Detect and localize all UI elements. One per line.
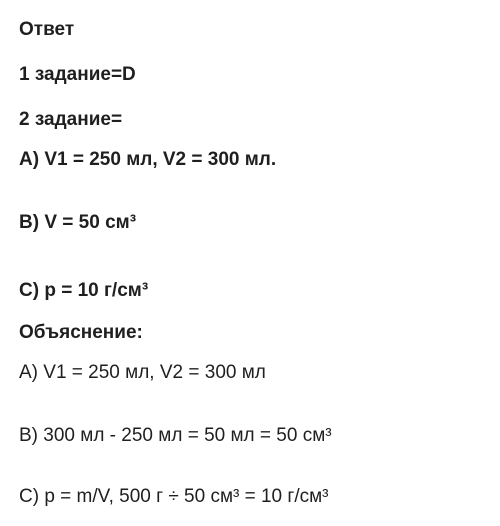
task1-answer: 1 задание=D (19, 64, 136, 85)
explanation-b: B) 300 мл - 250 мл = 50 мл = 50 см³ (19, 425, 332, 446)
task2-answer-a: A) V1 = 250 мл, V2 = 300 мл. (19, 149, 277, 170)
task2-answer-b: B) V = 50 см³ (19, 212, 137, 233)
task2-heading: 2 задание= (19, 109, 123, 130)
task2-answer-c: C) p = 10 г/см³ (19, 280, 149, 301)
answer-heading: Ответ (19, 19, 75, 40)
explanation-c: C) p = m/V, 500 г ÷ 50 см³ = 10 г/см³ (19, 486, 329, 507)
explanation-heading: Объяснение: (19, 322, 143, 343)
explanation-a: A) V1 = 250 мл, V2 = 300 мл (19, 362, 266, 383)
